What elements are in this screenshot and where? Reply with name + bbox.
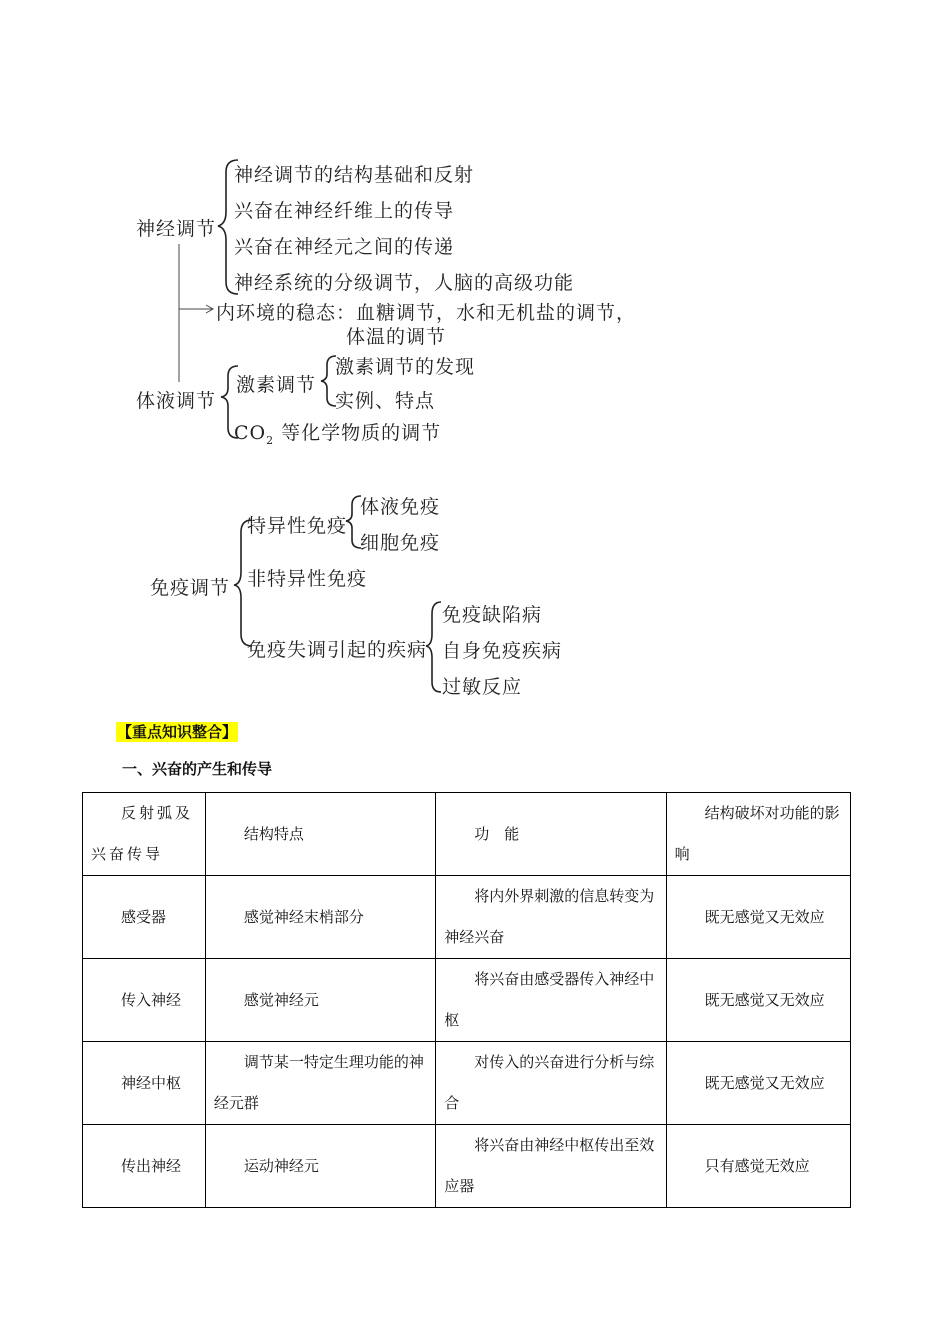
immune-root-label: 免疫调节	[150, 577, 231, 599]
section-label: 【重点知识整合】	[117, 723, 238, 741]
co2-prefix: CO	[234, 422, 267, 444]
table-row	[83, 1042, 851, 1125]
row-function: 对传入的兴奋进行分析与综合	[436, 1042, 666, 1125]
hormone-item-1: 激素调节的发现	[335, 356, 476, 378]
row-damage-effect: 只有感觉无效应	[666, 1125, 850, 1208]
header-cell-damage-effect: 结构破坏对功能的影响	[666, 793, 850, 876]
humoral-root-label: 体液调节	[136, 390, 217, 412]
table-row	[83, 959, 851, 1042]
row-damage-effect: 既无感觉又无效应	[666, 959, 850, 1042]
row-structure: 感觉神经元	[205, 959, 435, 1042]
immune-disorder-label: 免疫失调引起的疾病	[247, 639, 428, 661]
nonspecific-immunity-label: 非特异性免疫	[247, 568, 368, 590]
specific-item-1: 体液免疫	[360, 496, 441, 518]
disorder-item-1: 免疫缺陷病	[442, 604, 543, 626]
specific-immunity-label: 特异性免疫	[247, 515, 348, 537]
co2-regulation-label	[234, 418, 441, 447]
homeostasis-line-2: 体温的调节	[346, 326, 447, 348]
nerve-root-label: 神经调节	[136, 218, 217, 240]
row-structure: 调节某一特定生理功能的神经元群	[205, 1042, 435, 1125]
row-damage-effect: 既无感觉又无效应	[666, 1042, 850, 1125]
row-name: 神经中枢	[83, 1042, 206, 1125]
header-cell-reflex-arc: 反射弧及兴奋传导	[83, 793, 206, 876]
row-function: 将兴奋由神经中枢传出至效应器	[436, 1125, 666, 1208]
specific-item-2: 细胞免疫	[360, 532, 441, 554]
row-damage-effect: 既无感觉又无效应	[666, 876, 850, 959]
row-name: 感受器	[83, 876, 206, 959]
disorder-brace	[426, 602, 441, 692]
excitation-table	[82, 792, 851, 1208]
hormone-item-2: 实例、特点	[335, 390, 436, 412]
nerve-item-4: 神经系统的分级调节，人脑的高级功能	[234, 272, 575, 294]
header-cell-function: 功 能	[436, 793, 666, 876]
co2-subscript: 2	[266, 433, 275, 447]
row-structure: 感觉神经末梢部分	[205, 876, 435, 959]
hormone-label: 激素调节	[236, 374, 317, 396]
specific-brace	[346, 496, 361, 548]
nerve-item-1: 神经调节的结构基础和反射	[234, 164, 475, 186]
table-header-row	[83, 793, 851, 876]
hormone-brace	[321, 356, 336, 406]
row-function: 将内外界刺激的信息转变为神经兴奋	[436, 876, 666, 959]
row-function: 将兴奋由感受器传入神经中枢	[436, 959, 666, 1042]
co2-suffix: 等化学物质的调节	[274, 422, 442, 444]
disorder-item-2: 自身免疫疾病	[442, 640, 563, 662]
row-name: 传入神经	[83, 959, 206, 1042]
row-name: 传出神经	[83, 1125, 206, 1208]
nerve-item-3: 兴奋在神经元之间的传递	[234, 236, 455, 258]
table-row	[83, 1125, 851, 1208]
disorder-item-3: 过敏反应	[442, 676, 523, 698]
row-structure: 运动神经元	[205, 1125, 435, 1208]
header-cell-structure: 结构特点	[205, 793, 435, 876]
table-row	[83, 876, 851, 959]
section-title: 一、兴奋的产生和传导	[122, 760, 273, 778]
nerve-item-2: 兴奋在神经纤维上的传导	[234, 200, 455, 222]
homeostasis-line-1: 内环境的稳态：血糖调节，水和无机盐的调节，	[216, 302, 637, 324]
